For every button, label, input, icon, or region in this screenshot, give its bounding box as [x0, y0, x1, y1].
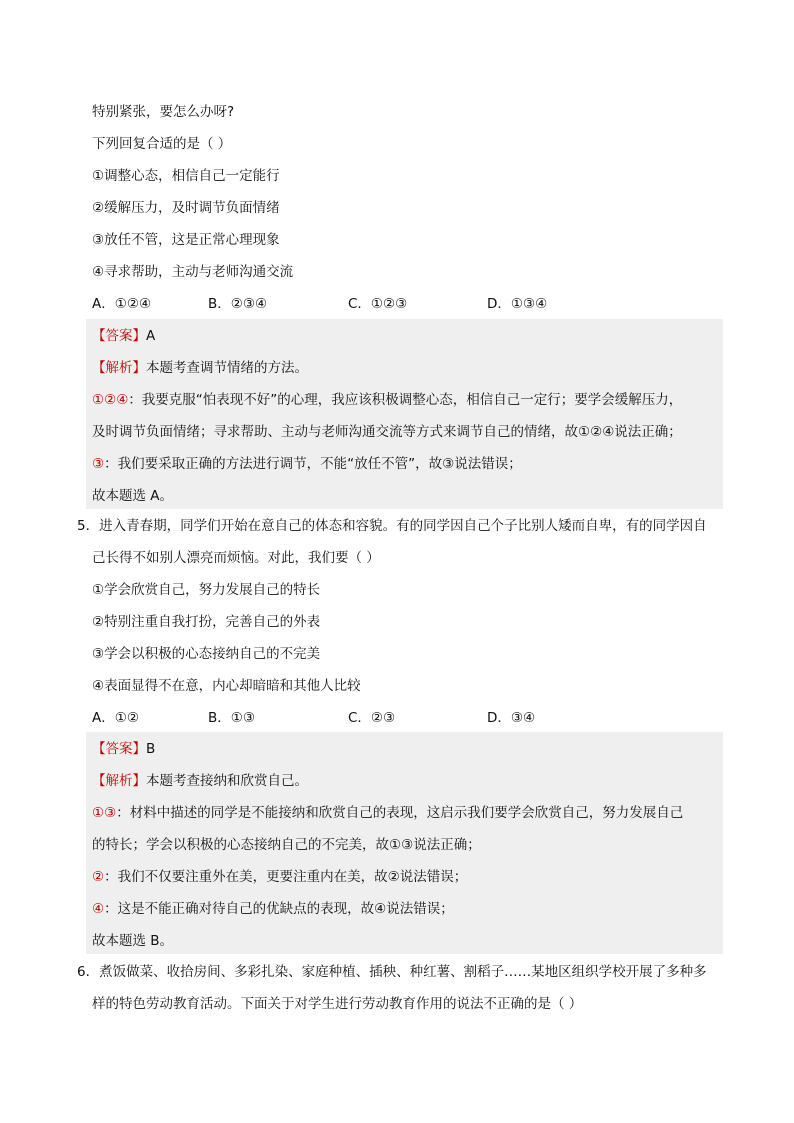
answer-label: 【答案】 — [92, 328, 146, 344]
option-b: B．②③④ — [208, 296, 268, 312]
analysis-line: 的特长；学会以积极的心态接纳自己的不完美，故①③说法正确； — [92, 837, 481, 853]
option-a: A．①②④ — [92, 296, 152, 312]
question-stem-tail: 特别紧张，要怎么办呀? — [92, 104, 235, 120]
analysis-line: ④：这是不能正确对待自己的优缺点的表现，故④说法错误； — [92, 901, 454, 917]
analysis-intro: 【解析】本题考查接纳和欣赏自己。 — [92, 773, 308, 789]
analysis-intro: 【解析】本题考查调节情绪的方法。 — [92, 360, 308, 376]
answer-value: B — [146, 741, 156, 757]
statement-item: ④寻求帮助，主动与老师沟通交流 — [92, 264, 294, 280]
statement-item: ③放任不管，这是正常心理现象 — [92, 232, 280, 248]
analysis-line: 及时调节负面情绪；寻求帮助、主动与老师沟通交流等方式来调节自己的情绪，故①②④说法正确； — [92, 424, 682, 440]
analysis-conclusion: 故本题选 A。 — [92, 488, 174, 504]
question-6-stem-cont: 样的特色劳动教育活动。下面关于对学生进行劳动教育作用的说法不正确的是（ ） — [92, 996, 583, 1012]
statement-item: ③学会以积极的心态接纳自己的不完美 — [92, 646, 321, 662]
analysis-label: 【解析】 — [92, 360, 146, 376]
option-d: D．③④ — [487, 710, 536, 726]
option-c: C．②③ — [348, 710, 396, 726]
statement-item: ④表面显得不在意，内心却暗暗和其他人比较 — [92, 678, 361, 694]
analysis-conclusion: 故本题选 B。 — [92, 933, 174, 949]
analysis-line: ③：我们要采取正确的方法进行调节，不能“放任不管”，故③说法错误； — [92, 456, 522, 472]
question-5-stem-cont: 己长得不如别人漂亮而烦恼。对此，我们要（ ） — [92, 550, 380, 566]
statement-item: ②特别注重自我打扮，完善自己的外表 — [92, 614, 321, 630]
statement-item: ①学会欣赏自己，努力发展自己的特长 — [92, 582, 321, 598]
question-prompt: 下列回复合适的是（ ） — [92, 136, 232, 152]
option-d: D．①③④ — [487, 296, 548, 312]
question-5-stem: 5．进入青春期，同学们开始在意自己的体态和容貌。有的同学因自己个子比别人矮而自卑，有的同学因自 — [77, 518, 707, 534]
analysis-line: ①②④：我要克服“怕表现不好”的心理，我应该积极调整心态，相信自己一定行；要学会缓解压力， — [92, 392, 683, 408]
question-6-stem: 6．煮饭做菜、收拾房间、多彩扎染、家庭种植、插秧、种红薯、割稻子……某地区组织学校开展了多种多 — [77, 964, 707, 980]
option-a: A．①② — [92, 710, 139, 726]
option-c: C．①②③ — [348, 296, 408, 312]
answer-value: A — [146, 328, 156, 344]
analysis-label: 【解析】 — [92, 773, 146, 789]
statement-item: ①调整心态，相信自己一定能行 — [92, 168, 280, 184]
answer-label: 【答案】 — [92, 741, 146, 757]
analysis-line: ①③：材料中描述的同学是不能接纳和欣赏自己的表现，这启示我们要学会欣赏自己，努力发展自己 — [92, 805, 684, 821]
analysis-line: ②：我们不仅要注重外在美，更要注重内在美，故②说法错误； — [92, 869, 468, 885]
answer-line — [92, 739, 155, 759]
answer-panel — [86, 319, 723, 509]
answer-line — [92, 326, 155, 346]
statement-item: ②缓解压力，及时调节负面情绪 — [92, 200, 280, 216]
option-b: B．①③ — [208, 710, 255, 726]
